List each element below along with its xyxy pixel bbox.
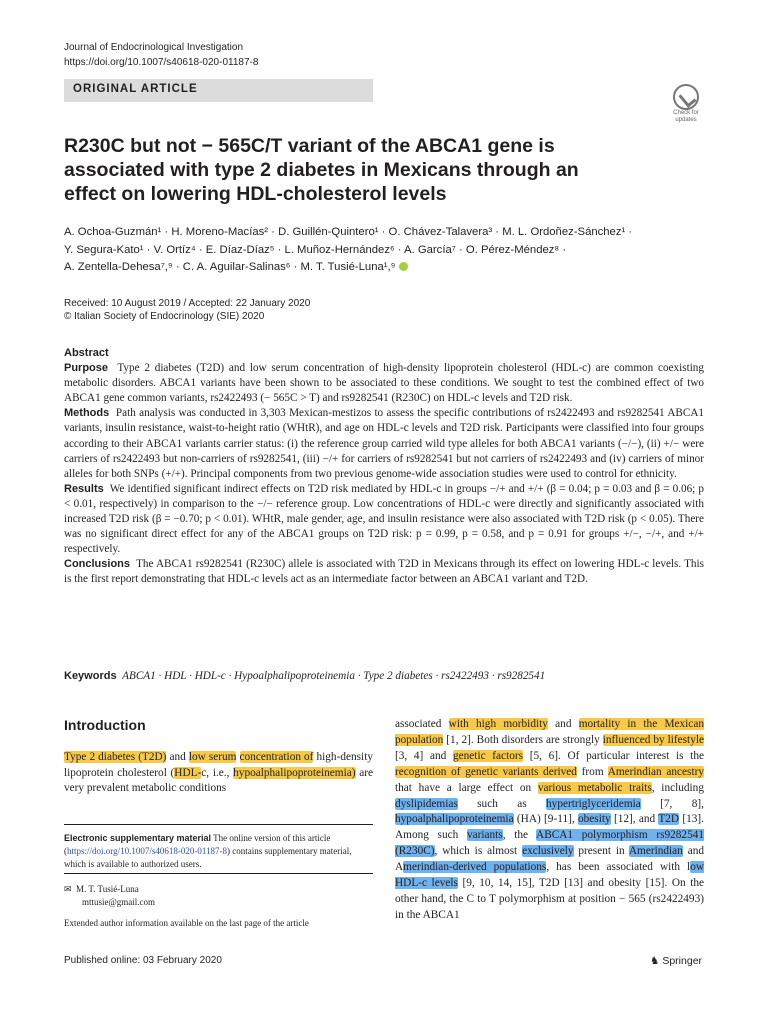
text: , has been associated with l [546,861,691,874]
right-column-paragraph [395,717,704,924]
text: that have a large effect on [395,781,538,794]
highlight[interactable]: hypertriglyceridemia [546,797,641,810]
corresponding-name: M. T. Tusié-Luna [76,884,139,894]
highlight[interactable]: Amerindian ancestry [607,765,704,778]
highlight[interactable]: hypoalphalipoproteinemia [395,813,514,826]
introduction-paragraph [64,750,373,797]
highlight[interactable]: influenced by lifestyle [602,733,704,746]
text: c, i.e., [201,766,234,779]
highlight[interactable]: ow HDL-c levels [395,861,704,890]
text: associated [395,718,449,730]
highlight[interactable]: exclusively [522,845,574,858]
highlight[interactable]: recognition of genetic variants derived [395,765,577,778]
check-updates-icon [673,84,699,110]
article-title: R230C but not − 565C/T variant of the ABCA1 gene is associated with type 2 diabetes in Mexicans through an effect on lowering HDL-cholesterol levels [64,135,579,205]
article-type-banner [64,79,373,102]
highlight[interactable]: T2D [658,813,680,826]
highlight[interactable]: hypoalphalipoproteinemia) [233,766,356,779]
text: [13]. Among such [395,813,704,842]
text: [3, 4] and [395,749,453,762]
article-type-label: ORIGINAL ARTICLE [73,83,198,95]
methods-text: Path analysis was conducted in 3,303 Mexican-mestizos to assess the specific contributions of rs2422493 and rs9282541 ABCA1 variants, insulin resistance, waist-to-height ratio (WHtR), and age on HDL-c levels and T2D risk. Participants were classified into four groups according to their ABCA1 variants carrier status: (i) the reference group carried wild type alleles for both ABCA1 variants (−/−), (ii) +/− were carriers of rs2422493 but non-carriers of rs9282541, (iii) −/+ for carriers of rs9282541 but not carriers of rs2422493 and (iv) carriers of minor alleles for both SNPs (+/+). Principal components from two previous genome-wide association studies were used to control for ethnicity. [64,407,704,480]
badge-line2: updates [675,117,697,123]
text: [5, 6]. Of particular interest is the [523,749,704,762]
highlight[interactable]: Amerindian [628,845,683,858]
published-date: Published online: 03 February 2020 [64,955,222,966]
text: , including [651,781,704,794]
text: , which is almost [434,845,523,858]
highlight[interactable]: genetic factors [452,749,524,762]
corresponding-email[interactable]: mttusie@gmail.com [82,897,156,907]
footnote-divider [64,873,373,874]
journal-header [64,40,258,70]
text: and [166,751,189,763]
author-list [64,224,704,277]
abstract [64,346,704,588]
keywords-text: ABCA1 · HDL · HDL-c · Hypoalphalipoproteinemia · Type 2 diabetes · rs2422493 · rs9282541 [122,670,546,682]
abstract-purpose [64,361,704,406]
methods-label: Methods [64,407,110,420]
results-label: Results [64,482,104,495]
highlight[interactable]: Type 2 diabetes (T2D) [64,751,167,763]
conclusions-text: The ABCA1 rs9282541 (R230C) allele is associated with T2D in Mexicans through its effect on lowering HDL-c levels. This is the first report demonstrating that HDL-c levels act as an intermediate factor between an ABCA1 variant and T2D. [64,558,704,586]
highlight[interactable]: mortality in the Mexican population [395,718,704,746]
journal-doi[interactable]: https://doi.org/10.1007/s40618-020-01187-8 [64,57,259,68]
supplementary-note [64,832,373,871]
author-line: A. Ochoa-Guzmán¹ · H. Moreno-Macías² · D. Guillén-Quintero¹ · O. Chávez-Talavera³ · M. L. Ordoñez-Sánchez¹ · [64,226,633,238]
footnote-divider [64,824,373,825]
copyright: © Italian Society of Endocrinology (SIE) 2020 [64,311,265,322]
text: (HA) [9-11], [513,813,578,826]
text: from [576,765,608,778]
text: [1, 2]. Both disorders are strongly [443,733,603,746]
purpose-label: Purpose [64,362,109,375]
article-dates [64,297,310,323]
highlight[interactable]: concentration of [239,751,314,763]
text: , the [502,829,537,842]
esm-text: The online version of this article ( [64,833,331,856]
esm-link[interactable]: https://doi.org/10.1007/s40618-020-01187-8 [67,846,228,856]
orcid-icon[interactable] [399,262,408,271]
corresponding-author [64,883,155,909]
extended-info: Extended author information available on the last page of the article [64,918,309,928]
author-line [64,259,704,277]
text: and [547,718,579,730]
text: and A [395,845,705,874]
envelope-icon: ✉ [64,884,77,894]
abstract-conclusions [64,557,704,587]
introduction-heading: Introduction [64,717,146,733]
author-line: Y. Segura-Kato¹ · V. Ortíz⁴ · E. Díaz-Díaz⁵ · L. Muñoz-Hernández⁶ · A. García⁷ · O. Pérez-Méndez⁸ · [64,243,567,256]
badge-line1: Check for [673,110,699,116]
highlight[interactable]: HDL- [174,766,202,779]
esm-text: ) contains supplementary material, which is available to authorized users. [64,846,352,869]
conclusions-label: Conclusions [64,558,131,571]
author-line-text: A. Zentella-Dehesa⁷,⁹ · C. A. Aguilar-Salinas⁶ · M. T. Tusié-Luna¹,⁹ [64,261,396,273]
highlight[interactable]: variants [466,829,503,842]
keywords-label: Keywords [64,670,117,682]
abstract-results [64,482,704,557]
highlight[interactable]: with high morbidity [448,718,548,730]
highlight[interactable]: dyslipidemias [395,797,458,810]
highlight[interactable]: low serum [188,751,237,763]
text: present in [573,845,629,858]
highlight[interactable]: ABCA1 polymorphism rs9282541 (R230C) [395,829,705,858]
check-for-updates-badge[interactable] [667,84,705,124]
highlight[interactable]: obesity [578,813,611,826]
received-accepted: Received: 10 August 2019 / Accepted: 22 January 2020 [64,298,311,309]
text: are very prevalent metabolic conditions [64,766,373,794]
highlight[interactable]: merindian-derived populations [403,861,547,874]
text: such as [457,797,547,810]
publisher-logo: ♞ Springer [650,955,702,967]
results-text: We identified significant indirect effects on T2D risk mediated by HDL-c in groups −/+ and +/+ (β = 0.04; p = 0.03 and β = 0.06; p < 0.01, respectively) in comparison to the −/− reference group. Low concentrations of HDL-c were directly and significantly associated with increased T2D risk (β = −0.70; p < 0.01). WHtR, male gender, age, and insulin resistance were also associated with T2D risk (p < 0.05). There was no significant direct effect for any of the ABCA1 groups on T2D risk: p = 0.99, p = 0.58, and p = 0.91 for groups +/−, −/+, and +/+ respectively. [64,482,704,556]
text: high-density lipoprotein cholesterol ( [64,751,373,779]
text: [7, 8], [640,797,704,810]
purpose-text: Type 2 diabetes (T2D) and low serum concentration of high-density lipoprotein cholesterol (HDL-c) are common coexisting metabolic disorders. ABCA1 variants have been shown to be associated to these conditions. We sought to test the combined effect of two ABCA1 gene common variants, rs2422493 (− 565C > T) and rs9282541 (R230C) on HDL-c levels and T2D risk. [64,362,704,405]
abstract-methods [64,406,704,481]
highlight[interactable]: various metabolic traits [537,781,652,794]
abstract-heading: Abstract [64,347,109,359]
text: [12], and [610,813,659,826]
keywords [64,670,704,682]
journal-name: Journal of Endocrinological Investigation [64,42,243,53]
text: [9, 10, 14, 15], T2D [13] and obesity [15]. On the other hand, the C to T polymorphism at position − 565 (rs2422493) in the ABCA1 [395,877,705,921]
esm-label: Electronic supplementary material [64,833,212,843]
